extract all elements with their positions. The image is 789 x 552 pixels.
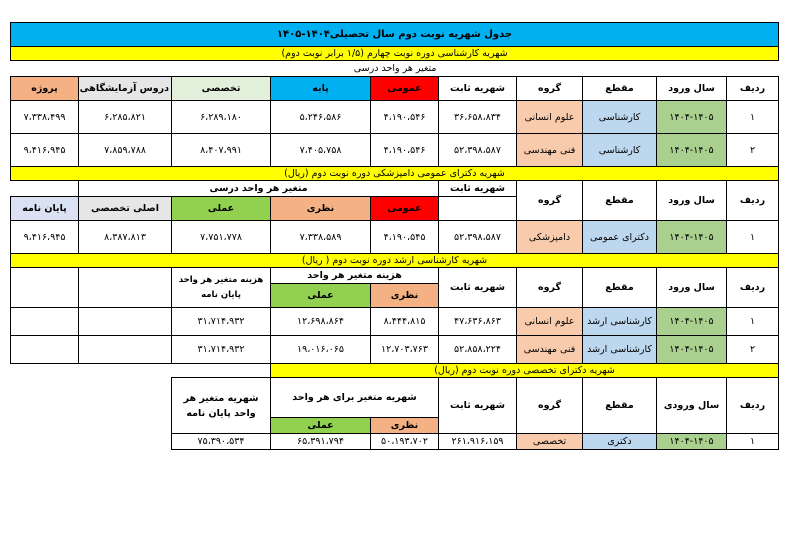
header-level: مقطع bbox=[583, 378, 657, 434]
header-fixed: شهریه ثابت bbox=[439, 268, 517, 308]
header-thesis: پایان نامه bbox=[11, 197, 79, 221]
variable-label: متغیر هر واحد درسی bbox=[353, 63, 437, 74]
section-band-masters: شهریه کارشناسی ارشد دوره نوبت دوم ( ریال) bbox=[11, 254, 779, 268]
header-practical: عملی bbox=[172, 197, 271, 221]
header-group: گروه bbox=[517, 378, 583, 434]
header-fixed: شهریه ثابت bbox=[439, 378, 517, 434]
header-core: اصلی تخصصی bbox=[79, 197, 172, 221]
header-group: گروه bbox=[517, 268, 583, 308]
header-year: سال ورود bbox=[657, 77, 727, 101]
header-level: مقطع bbox=[583, 77, 657, 101]
header-group: گروه bbox=[517, 181, 583, 221]
header-practical: عملی bbox=[271, 284, 371, 308]
header-thesis: شهریه متغیر هر واحد پایان نامه bbox=[172, 378, 271, 434]
header-theory: نظری bbox=[371, 284, 439, 308]
table-row: ۱ ۱۴۰۴-۱۴۰۵ کارشناسی علوم انسانی ۳۶،۶۵۸،۸۳۴ ۴،۱۹۰،۵۴۶ ۵،۲۴۶،۵۸۶ ۶،۲۸۹،۱۸۰ ۶،۲۸۵،۸۲۱ ۷،۳۳۸،۴۹۹ bbox=[11, 101, 779, 134]
header-level: مقطع bbox=[583, 181, 657, 221]
header-level: مقطع bbox=[583, 268, 657, 308]
variable-label: شهریه متغیر برای هر واحد bbox=[271, 378, 439, 418]
header-fixed: شهریه ثابت bbox=[439, 77, 517, 101]
header-year: سال ورودی bbox=[657, 378, 727, 434]
header-general: عمومی bbox=[371, 197, 439, 221]
header-thesis: هزینه متغیر هر واحد پایان نامه bbox=[172, 268, 271, 308]
tuition-table bbox=[10, 22, 779, 450]
table-row: ۱ ۱۴۰۴-۱۴۰۵ کارشناسی ارشد علوم انسانی ۴۷،۶۳۶،۸۶۳ ۸،۴۴۴،۸۱۵ ۱۲،۶۹۸،۸۶۴ ۳۱،۷۱۴،۹۳۲ bbox=[11, 308, 779, 336]
header-row: ردیف bbox=[727, 378, 779, 434]
table-row: ۱ ۱۴۰۴-۱۴۰۵ دکتری تخصصی ۲۶۱،۹۱۶،۱۵۹ ۵۰،۱۹۳،۷۰۲ ۶۵،۳۹۱،۷۹۴ ۷۵،۳۹۰،۵۳۴ bbox=[11, 434, 779, 450]
header-fixed: شهریه ثابت bbox=[439, 181, 517, 197]
header-lab: دروس آزمایشگاهی bbox=[79, 77, 172, 101]
header-practical: عملی bbox=[271, 418, 371, 434]
section-band-vet: شهریه دکترای عمومی دامپزشکی دوره نوبت دوم (ریال) bbox=[11, 167, 779, 181]
header-row: ردیف bbox=[727, 77, 779, 101]
header-row: ردیف bbox=[727, 268, 779, 308]
header-group: گروه bbox=[517, 77, 583, 101]
header-project: پروژه bbox=[11, 77, 79, 101]
header-year: سال ورود bbox=[657, 181, 727, 221]
header-base: پایه bbox=[271, 77, 371, 101]
table-row: ۲ ۱۴۰۴-۱۴۰۵ کارشناسی فنی مهندسی ۵۲،۳۹۸،۵۸۷ ۴،۱۹۰،۵۴۶ ۷،۴۰۵،۷۵۸ ۸،۴۰۷،۹۹۱ ۷،۸۵۹،۷۸۸ ۹،۴۱۶،۹۴۵ bbox=[11, 134, 779, 167]
variable-label: هزینه متغیر هر واحد bbox=[271, 268, 439, 284]
header-year: سال ورود bbox=[657, 268, 727, 308]
table-row: ۱ ۱۴۰۴-۱۴۰۵ دکترای عمومی دامپزشکی ۵۲،۳۹۸،۵۸۷ ۴،۱۹۰،۵۴۵ ۷،۳۳۸،۵۸۹ ۷،۷۵۱،۷۷۸ ۸،۳۸۷،۸۱۳ ۹،۴۱۶،۹۴۵ bbox=[11, 221, 779, 254]
table-title: جدول شهریه نوبت دوم سال تحصیلی۱۴۰۴-۱۴۰۵ bbox=[11, 23, 779, 47]
section-band-bachelor: شهریه کارشناسی دوره نوبت چهارم (۱/۵ برابر نوبت دوم) bbox=[11, 47, 779, 61]
header-general: عمومی bbox=[371, 77, 439, 101]
section-band-phd: شهریه دکترای تخصصی دوره نوبت دوم (ریال) bbox=[271, 364, 779, 378]
header-variable: متغیر هر واحد درسی bbox=[79, 181, 439, 197]
header-theory: نظری bbox=[271, 197, 371, 221]
header-theory: نظری bbox=[371, 418, 439, 434]
header-specialized: تخصصی bbox=[172, 77, 271, 101]
header-row: ردیف bbox=[727, 181, 779, 221]
table-row: ۲ ۱۴۰۴-۱۴۰۵ کارشناسی ارشد فنی مهندسی ۵۲،۸۵۸،۲۲۴ ۱۲،۷۰۳،۷۶۳ ۱۹،۰۱۶،۰۶۵ ۳۱،۷۱۴،۹۳۲ bbox=[11, 336, 779, 364]
